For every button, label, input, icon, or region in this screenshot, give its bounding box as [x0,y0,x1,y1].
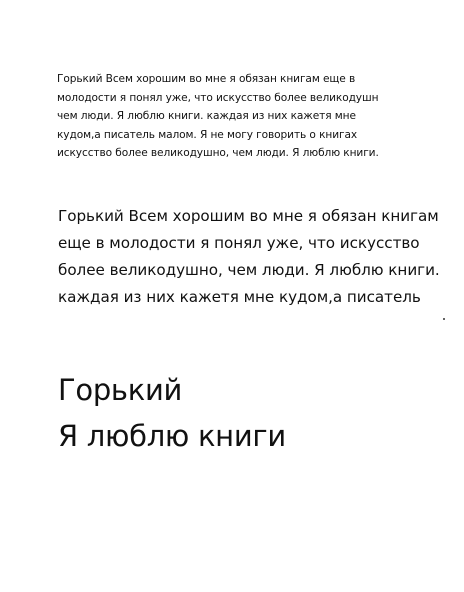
medium-text-line: Горький Всем хорошим во мне я обязан книгам [58,207,439,225]
small-text-line: чем люди. Я люблю книги. каждая из них кажетя мне [57,110,356,123]
medium-text-sample [58,203,440,311]
medium-text-line: каждая из них кажетя мне кудом,а писатель [58,288,421,306]
scan-speck [443,318,445,320]
small-text-line: молодости я понял уже, что искусство более великодушн [57,91,379,104]
medium-text-line: еще в молодости я понял уже, что искусство [58,234,420,252]
medium-text-line: более великодушно, чем люди. Я люблю книги. [58,261,440,279]
small-text-sample [57,70,379,163]
small-text-line: Горький Всем хорошим во мне я обязан книгам еще в [57,73,356,85]
small-text-line: искусство более великодушно, чем люди. Я люблю книги. [57,147,379,160]
small-text-line: кудом,а писатель малом. Я не могу говорить о книгах [57,128,358,141]
large-text-line: Я люблю книги [58,419,286,453]
large-text-line: Горький [58,373,183,407]
large-text-sample [58,367,286,459]
